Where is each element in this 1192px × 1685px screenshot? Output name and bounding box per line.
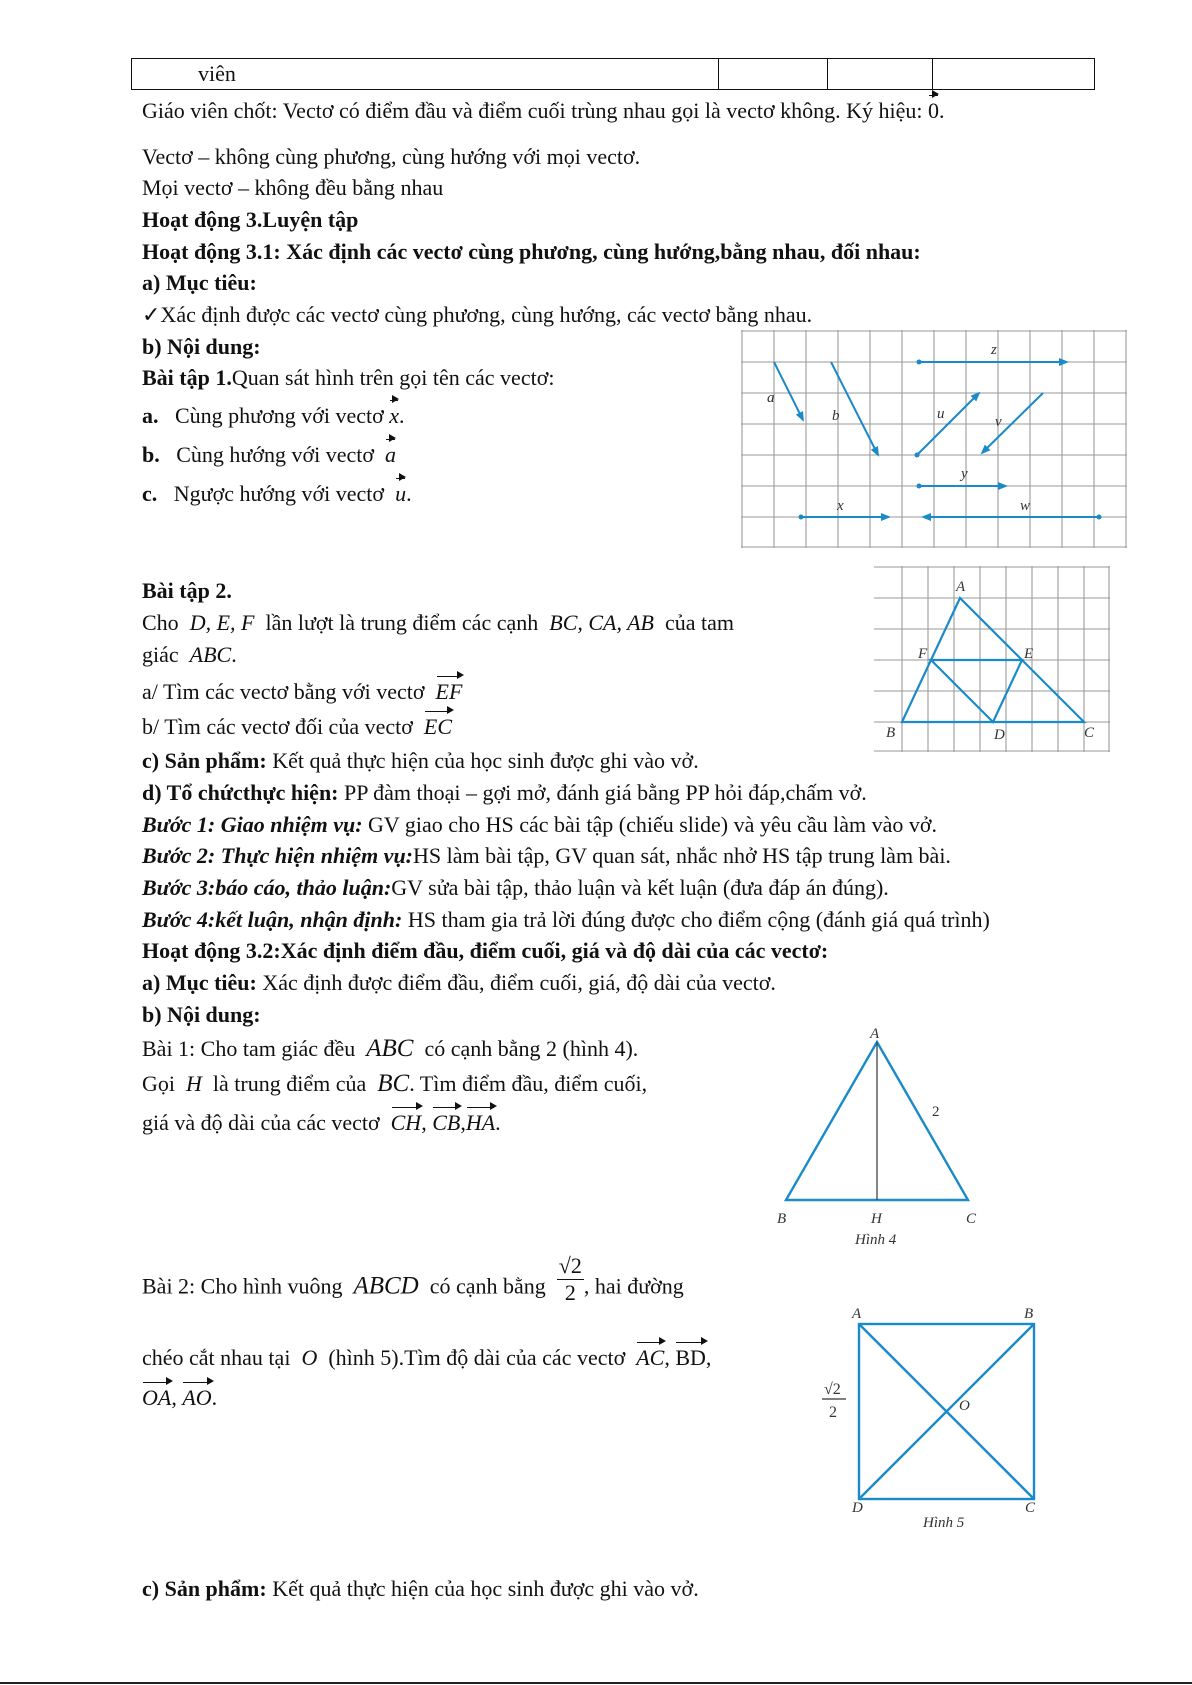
label-A: A — [956, 579, 966, 595]
exercise2-question-b: b/ Tìm các vectơ đối của vectơ EC — [142, 714, 452, 739]
fig4-label-C: C — [966, 1211, 977, 1227]
intro-line-2: Vectơ – không cùng phương, cùng hướng với mọi vectơ. — [142, 144, 641, 169]
objective2-line: a) Mục tiêu: Xác định được điểm đầu, điểm cuối, giá, độ dài của vectơ. — [142, 970, 776, 995]
label-b: b — [832, 408, 840, 424]
intro-line-3: Mọi vectơ – không đều bằng nhau — [142, 175, 444, 200]
header-cell-empty-1 — [719, 59, 828, 90]
figure4-triangle — [770, 1024, 990, 1254]
exercise2-question-a: a/ Tìm các vectơ bằng với vectơ EF — [142, 679, 463, 704]
label-y: y — [961, 466, 968, 482]
problem1-line-2: Gọi H là trung điểm của BC. Tìm điểm đầu, điểm cuối, — [142, 1070, 648, 1097]
header-table — [131, 58, 1095, 90]
fig5-label-O: O — [959, 1398, 970, 1414]
activity32-title: Hoạt động 3.2:Xác định điểm đầu, điểm cuối, giá và độ dài của các vectơ: — [142, 938, 829, 963]
label-x: x — [837, 498, 844, 514]
content2-label: b) Nội dung: — [142, 1002, 261, 1027]
fraction-side: $\frac{√2}{2}$ — [558, 1253, 582, 1305]
page-bottom-rule — [0, 1682, 1192, 1684]
exercise1-item-b: b. Cùng hướng với vectơ a — [142, 442, 397, 467]
step4-line: Bước 4:kết luận, nhận định: HS tham gia trả lời đúng được cho điểm cộng (đánh giá quá trình) — [142, 907, 990, 932]
fig5-side-den: 2 — [829, 1404, 837, 1421]
activity31-title: Hoạt động 3.1: Xác định các vectơ cùng phương, cùng hướng,bằng nhau, đối nhau: — [142, 239, 921, 264]
vector-a-arrow — [774, 362, 803, 420]
fig5-side-num: √2 — [824, 1381, 841, 1398]
fig4-side-label: 2 — [932, 1104, 940, 1120]
label-B: B — [886, 725, 896, 741]
fig4-label-B: B — [777, 1211, 787, 1227]
header-cell-role: viên — [132, 59, 719, 90]
zero-vector: 0 — [927, 98, 939, 123]
vector-v-arrow — [982, 393, 1043, 453]
label-u: u — [937, 406, 945, 422]
fig5-caption: Hình 5 — [923, 1515, 965, 1531]
fig5-label-A: A — [852, 1306, 862, 1322]
problem1-line-1: Bài 1: Cho tam giác đều ABC có cạnh bằng 2 (hình 4). — [142, 1035, 639, 1062]
vector-grid-figure — [741, 330, 1127, 548]
organization-line: d) Tổ chứcthực hiện: PP đàm thoại – gợi mở, đánh giá bằng PP hỏi đáp,chấm vở. — [142, 780, 867, 805]
fig5-label-B: B — [1024, 1306, 1034, 1322]
label-a: a — [767, 390, 775, 406]
step3-line: Bước 3:báo cáo, thảo luận:GV sửa bài tập, thảo luận và kết luận (đưa đáp án đúng). — [142, 875, 889, 900]
figure5-square — [816, 1300, 1046, 1540]
exercise2-line-1: Cho D, E, F lần lượt là trung điểm các cạnh BC, CA, AB của tam — [142, 610, 734, 635]
objective-label: a) Mục tiêu: — [142, 270, 257, 295]
activity3-title: Hoạt động 3.Luyện tập — [142, 207, 359, 232]
label-F: F — [918, 646, 928, 662]
exercise1-line: Bài tập 1.Quan sát hình trên gọi tên các vectơ: — [142, 365, 555, 390]
intro-text-1: Giáo viên chốt: Vectơ có điểm đầu và điểm cuối trùng nhau gọi là vectơ không. Ký hiệu: — [142, 98, 923, 123]
label-z: z — [991, 342, 997, 358]
header-cell-empty-2 — [828, 59, 933, 90]
intro-line-1: Giáo viên chốt: Vectơ có điểm đầu và điểm cuối trùng nhau gọi là vectơ không. Ký hiệu: 0. — [142, 98, 945, 123]
objective-text: ✓Xác định được các vectơ cùng phương, cùng hướng, các vectơ bằng nhau. — [142, 302, 813, 327]
label-C: C — [1084, 725, 1095, 741]
step1-line: Bước 1: Giao nhiệm vụ: GV giao cho HS các bài tập (chiếu slide) và yêu cầu làm vào vở. — [142, 812, 938, 837]
label-E: E — [1024, 646, 1034, 662]
product2-line: c) Sản phẩm: Kết quả thực hiện của học sinh được ghi vào vở. — [142, 1576, 699, 1601]
label-v: v — [995, 414, 1002, 430]
exercise1-item-a: a. Cùng phương với vectơ x. — [142, 403, 405, 428]
content-label: b) Nội dung: — [142, 334, 261, 359]
label-w: w — [1020, 498, 1031, 514]
problem2-line-3: OA, AO. — [142, 1385, 218, 1410]
fig4-label-H: H — [871, 1211, 882, 1227]
problem1-line-3: giá và độ dài của các vectơ CH, CB,HA. — [142, 1110, 501, 1135]
exercise2-line-2: giác ABC. — [142, 642, 237, 667]
product-line: c) Sản phẩm: Kết quả thực hiện của học sinh được ghi vào vở. — [142, 748, 699, 773]
fig4-label-A: A — [870, 1026, 880, 1042]
header-cell-empty-3 — [933, 59, 1095, 90]
fig5-label-C: C — [1025, 1500, 1036, 1516]
exercise1-item-c: c. Ngược hướng với vectơ u. — [142, 481, 412, 506]
problem2-line-1: Bài 2: Cho hình vuông ABCD có cạnh bằng $\frac{√2}{2}$ , hai đường — [142, 1253, 684, 1305]
label-D: D — [994, 727, 1005, 743]
problem2-line-2: chéo cắt nhau tại O (hình 5).Tìm độ dài của các vectơ AC, BD, — [142, 1345, 712, 1370]
triangle-grid-figure — [874, 566, 1110, 752]
step2-line: Bước 2: Thực hiện nhiệm vụ:HS làm bài tập, GV quan sát, nhắc nhở HS tập trung làm bài. — [142, 843, 951, 868]
exercise2-label: Bài tập 2. — [142, 578, 232, 603]
fig4-caption: Hình 4 — [855, 1232, 897, 1248]
fig5-label-D: D — [852, 1500, 863, 1516]
